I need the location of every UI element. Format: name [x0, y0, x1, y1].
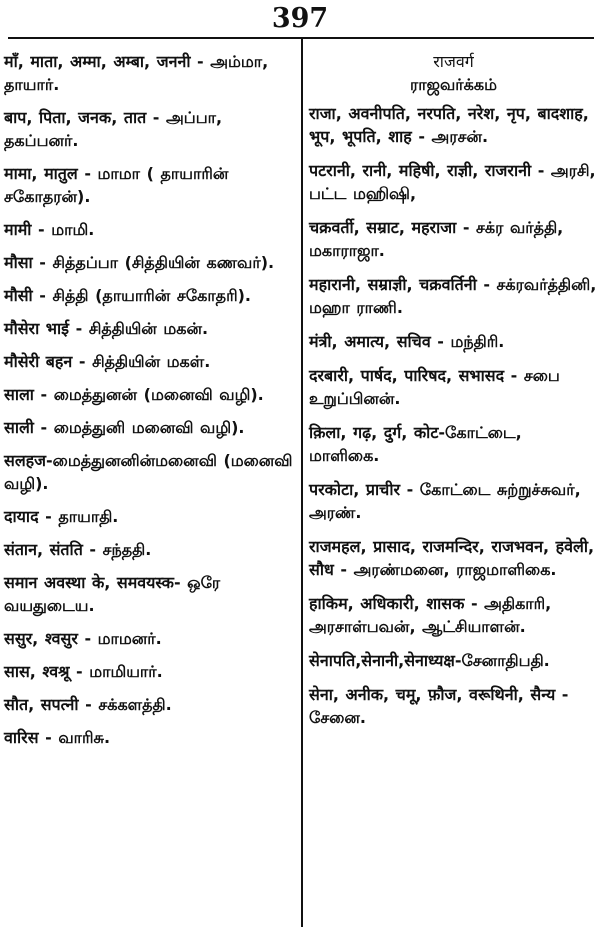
list-item: दायाद - தாயாதி.	[4, 507, 119, 526]
list-item: सेना, अनीक, चमू, फ़ौज, वरूथिनी, सैन्य - சேனை.	[309, 685, 569, 727]
page-number: 397	[271, 3, 329, 34]
list-item: सलहज-மைத்துனனின்மனைவி (மனைவி வழி).	[4, 451, 293, 493]
list-item: संतान, संतति - சந்ததி.	[4, 540, 152, 559]
list-item: माँ, माता, अम्मा, अम्बा, जननी - அம்மா, தாயார்.	[4, 52, 269, 94]
list-item: चक्रवर्ती, सम्राट, महराजा - சக்ர வர்த்தி, மகாராஜா.	[309, 218, 564, 260]
list-item: ससुर, श्वसुर - மாமனர்.	[4, 629, 162, 648]
list-item: परकोटा, प्राचीर - கோட்டை சுற்றுச்சுவர், அரண்.	[309, 480, 581, 522]
list-item: मौसेरी बहन - சித்தியின் மகள்.	[4, 352, 211, 371]
list-item: सास, श्वश्रू - மாமியார்.	[4, 662, 163, 681]
list-item: हाकिम, अधिकारी, शासक - அதிகாரி, அரசாள்பவன், ஆட்சியாளன்.	[309, 594, 552, 636]
list-item: राजा, अवनीपति, नरपति, नरेश, नृप, बादशाह, भूप, भूपति, शाह - அரசன்.	[309, 104, 589, 146]
list-item: पटरानी, रानी, महिषी, राज्ञी, राजरानी - அரசி, பட்ட மஹிஷி,	[309, 161, 596, 203]
list-item: मामी - மாமி.	[4, 220, 95, 239]
list-item: बाप, पिता, जनक, तात - அப்பா, தகப்பனர்.	[4, 108, 223, 150]
list-item: मौसा - சித்தப்பா (சித்தியின் கணவர்).	[4, 253, 275, 272]
list-item: मंत्री, अमात्य, सचिव - மந்திரி.	[309, 332, 505, 351]
list-item: सौत, सपत्नी - சக்களத்தி.	[4, 695, 172, 714]
section-title-hindi: राजवर्ग	[433, 52, 474, 71]
list-item: क़िला, गढ़, दुर्ग, कोट-கோட்டை, மாளிகை.	[309, 423, 522, 465]
list-item: सेनापति,सेनानी,सेनाध्यक्ष-சேனாதிபதி.	[309, 651, 550, 670]
list-item: मौसी - சித்தி (தாயாரின் சகோதரி).	[4, 286, 252, 305]
list-item: राजमहल, प्रासाद, राजमन्दिर, राजभवन, हवेली, सौध - அரண்மனை, ராஜமாளிகை.	[309, 537, 595, 579]
list-item: समान अवस्था के, समवयस्क- ஒரே வயதுடைய.	[4, 573, 221, 615]
section-heading	[309, 50, 598, 96]
list-item: महारानी, सम्राज्ञी, चक्रवर्तिनी - சக்ரவர்த்தினி, மஹா ராணி.	[309, 275, 597, 317]
left-column	[4, 50, 296, 759]
column-divider	[301, 37, 303, 927]
list-item: वारिस - வாரிசு.	[4, 728, 111, 747]
section-title-tamil: ராஜவர்க்கம்	[410, 75, 497, 94]
list-item: मौसेरा भाई - சித்தியின் மகன்.	[4, 319, 209, 338]
list-item: दरबारी, पार्षद, पारिषद, सभासद - சபை உறுப்பினன்.	[309, 366, 560, 408]
list-item: साली - மைத்துனி மனைவி வழி).	[4, 418, 245, 437]
list-item: मामा, मातुल - மாமா ( தாயாரின் சகோதரன்).	[4, 164, 229, 206]
right-column	[309, 50, 598, 740]
list-item: साला - மைத்துனன் (மனைவி வழி).	[4, 385, 264, 404]
